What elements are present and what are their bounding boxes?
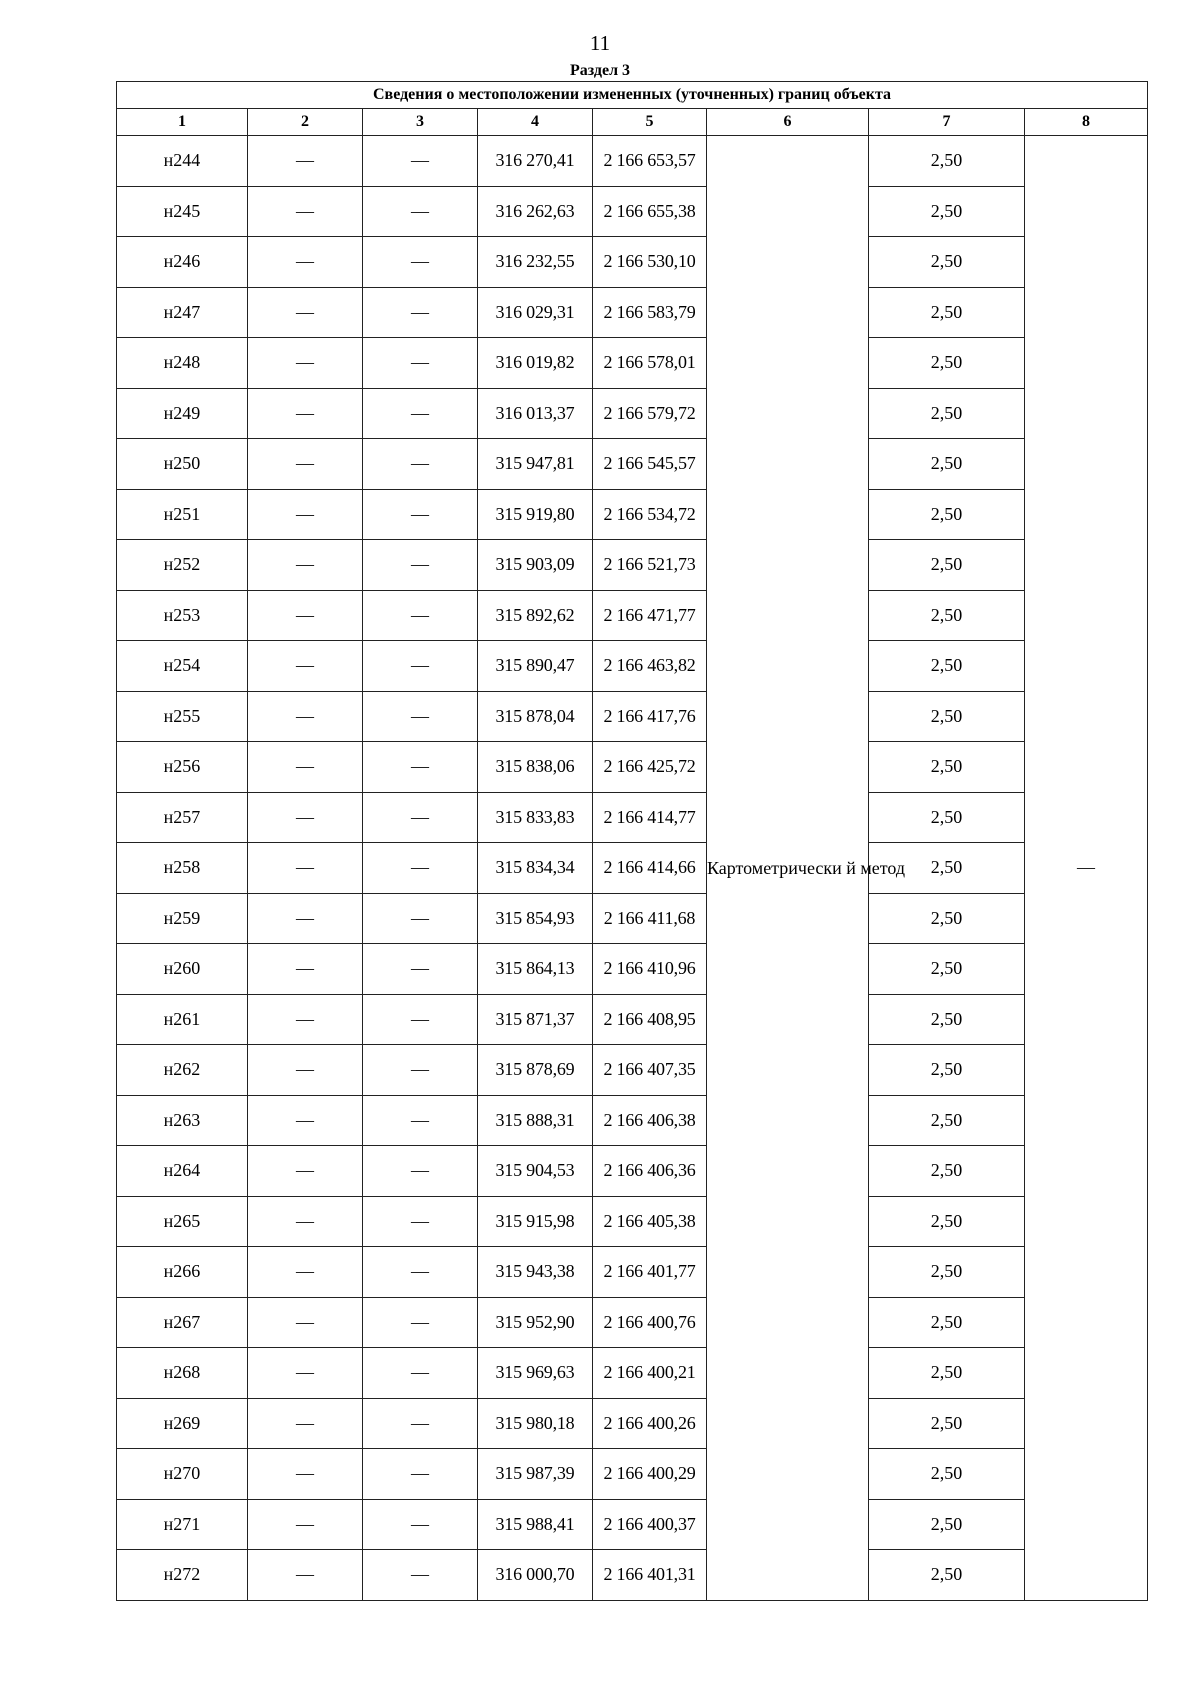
- table-row: [117, 1247, 1148, 1298]
- point-cell: н249: [117, 388, 248, 439]
- column-number-4: 4: [478, 109, 593, 136]
- col3-cell: —: [363, 1550, 478, 1601]
- accuracy-cell: 2,50: [869, 237, 1025, 288]
- y-coordinate-cell: 2 166 579,72: [593, 388, 707, 439]
- col2-cell: —: [248, 1398, 363, 1449]
- y-coordinate-cell: 2 166 406,36: [593, 1146, 707, 1197]
- point-cell: н268: [117, 1348, 248, 1399]
- table-row: [117, 994, 1148, 1045]
- accuracy-cell: 2,50: [869, 1146, 1025, 1197]
- col2-cell: —: [248, 843, 363, 894]
- x-coordinate-cell: 315 834,34: [478, 843, 593, 894]
- col3-cell: —: [363, 237, 478, 288]
- x-coordinate-cell: 315 854,93: [478, 893, 593, 944]
- table-row: [117, 590, 1148, 641]
- col3-cell: —: [363, 641, 478, 692]
- col2-cell: —: [248, 590, 363, 641]
- col3-cell: —: [363, 1095, 478, 1146]
- accuracy-cell: 2,50: [869, 843, 1025, 894]
- point-cell: н272: [117, 1550, 248, 1601]
- x-coordinate-cell: 315 890,47: [478, 641, 593, 692]
- col3-cell: —: [363, 843, 478, 894]
- col2-cell: —: [248, 439, 363, 490]
- accuracy-cell: 2,50: [869, 439, 1025, 490]
- table-row: [117, 237, 1148, 288]
- col2-cell: —: [248, 1247, 363, 1298]
- table-row: [117, 439, 1148, 490]
- x-coordinate-cell: 316 262,63: [478, 186, 593, 237]
- x-coordinate-cell: 315 888,31: [478, 1095, 593, 1146]
- accuracy-cell: 2,50: [869, 893, 1025, 944]
- y-coordinate-cell: 2 166 400,21: [593, 1348, 707, 1399]
- table-row: [117, 1550, 1148, 1601]
- table-row: [117, 1499, 1148, 1550]
- col2-cell: —: [248, 540, 363, 591]
- col2-cell: —: [248, 641, 363, 692]
- col2-cell: —: [248, 742, 363, 793]
- point-cell: н271: [117, 1499, 248, 1550]
- col3-cell: —: [363, 540, 478, 591]
- column-number-5: 5: [593, 109, 707, 136]
- col3-cell: —: [363, 691, 478, 742]
- accuracy-cell: 2,50: [869, 338, 1025, 389]
- table-row: [117, 1398, 1148, 1449]
- col3-cell: —: [363, 388, 478, 439]
- accuracy-cell: 2,50: [869, 590, 1025, 641]
- accuracy-cell: 2,50: [869, 1499, 1025, 1550]
- y-coordinate-cell: 2 166 534,72: [593, 489, 707, 540]
- table-row: [117, 1095, 1148, 1146]
- point-cell: н254: [117, 641, 248, 692]
- point-cell: н246: [117, 237, 248, 288]
- table-row: [117, 843, 1148, 894]
- y-coordinate-cell: 2 166 401,77: [593, 1247, 707, 1298]
- x-coordinate-cell: 316 232,55: [478, 237, 593, 288]
- point-cell: н251: [117, 489, 248, 540]
- point-cell: н263: [117, 1095, 248, 1146]
- col3-cell: —: [363, 893, 478, 944]
- page-number: 11: [589, 31, 611, 55]
- col2-cell: —: [248, 186, 363, 237]
- y-coordinate-cell: 2 166 400,37: [593, 1499, 707, 1550]
- accuracy-cell: 2,50: [869, 1348, 1025, 1399]
- col2-cell: —: [248, 1550, 363, 1601]
- col3-cell: —: [363, 1348, 478, 1399]
- x-coordinate-cell: 316 000,70: [478, 1550, 593, 1601]
- point-cell: н264: [117, 1146, 248, 1197]
- x-coordinate-cell: 316 019,82: [478, 338, 593, 389]
- table-row: [117, 641, 1148, 692]
- table-caption: Сведения о местоположении измененных (уточненных) границ объекта: [117, 82, 1148, 109]
- section-title: Раздел 3: [569, 62, 631, 79]
- y-coordinate-cell: 2 166 414,66: [593, 843, 707, 894]
- y-coordinate-cell: 2 166 406,38: [593, 1095, 707, 1146]
- table-row: [117, 338, 1148, 389]
- x-coordinate-cell: 316 013,37: [478, 388, 593, 439]
- point-cell: н265: [117, 1196, 248, 1247]
- y-coordinate-cell: 2 166 410,96: [593, 944, 707, 995]
- y-coordinate-cell: 2 166 653,57: [593, 136, 707, 187]
- point-cell: н248: [117, 338, 248, 389]
- y-coordinate-cell: 2 166 578,01: [593, 338, 707, 389]
- table-body: [117, 136, 1148, 1601]
- point-cell: н256: [117, 742, 248, 793]
- col3-cell: —: [363, 287, 478, 338]
- accuracy-cell: 2,50: [869, 994, 1025, 1045]
- accuracy-cell: 2,50: [869, 186, 1025, 237]
- table-row: [117, 388, 1148, 439]
- y-coordinate-cell: 2 166 583,79: [593, 287, 707, 338]
- column-number-1: 1: [117, 109, 248, 136]
- point-cell: н267: [117, 1297, 248, 1348]
- y-coordinate-cell: 2 166 400,26: [593, 1398, 707, 1449]
- col2-cell: —: [248, 388, 363, 439]
- y-coordinate-cell: 2 166 471,77: [593, 590, 707, 641]
- accuracy-cell: 2,50: [869, 1095, 1025, 1146]
- x-coordinate-cell: 315 980,18: [478, 1398, 593, 1449]
- table-row: [117, 1196, 1148, 1247]
- col2-cell: —: [248, 1045, 363, 1096]
- table-row: [117, 1045, 1148, 1096]
- point-cell: н266: [117, 1247, 248, 1298]
- point-cell: н262: [117, 1045, 248, 1096]
- y-coordinate-cell: 2 166 655,38: [593, 186, 707, 237]
- point-cell: н261: [117, 994, 248, 1045]
- col3-cell: —: [363, 1247, 478, 1298]
- col2-cell: —: [248, 691, 363, 742]
- col2-cell: —: [248, 338, 363, 389]
- y-coordinate-cell: 2 166 417,76: [593, 691, 707, 742]
- col2-cell: —: [248, 237, 363, 288]
- accuracy-cell: 2,50: [869, 388, 1025, 439]
- col2-cell: —: [248, 1095, 363, 1146]
- col2-cell: —: [248, 1449, 363, 1500]
- table-row: [117, 742, 1148, 793]
- col2-cell: —: [248, 1348, 363, 1399]
- x-coordinate-cell: 316 029,31: [478, 287, 593, 338]
- accuracy-cell: 2,50: [869, 742, 1025, 793]
- y-coordinate-cell: 2 166 400,29: [593, 1449, 707, 1500]
- col2-cell: —: [248, 1196, 363, 1247]
- col3-cell: —: [363, 590, 478, 641]
- col2-cell: —: [248, 994, 363, 1045]
- x-coordinate-cell: 315 833,83: [478, 792, 593, 843]
- table-row: [117, 136, 1148, 187]
- x-coordinate-cell: 315 892,62: [478, 590, 593, 641]
- table-row: [117, 893, 1148, 944]
- column-number-3: 3: [363, 109, 478, 136]
- x-coordinate-cell: 315 878,04: [478, 691, 593, 742]
- col2-cell: —: [248, 792, 363, 843]
- col3-cell: —: [363, 994, 478, 1045]
- table-row: [117, 944, 1148, 995]
- col3-cell: —: [363, 136, 478, 187]
- col2-cell: —: [248, 489, 363, 540]
- col2-cell: —: [248, 1499, 363, 1550]
- col2-cell: —: [248, 1146, 363, 1197]
- table-row: [117, 792, 1148, 843]
- y-coordinate-cell: 2 166 425,72: [593, 742, 707, 793]
- col3-cell: —: [363, 1449, 478, 1500]
- accuracy-cell: 2,50: [869, 1045, 1025, 1096]
- col3-cell: —: [363, 186, 478, 237]
- table-row: [117, 1348, 1148, 1399]
- accuracy-cell: 2,50: [869, 1196, 1025, 1247]
- accuracy-cell: 2,50: [869, 1449, 1025, 1500]
- x-coordinate-cell: 315 943,38: [478, 1247, 593, 1298]
- table-row: [117, 287, 1148, 338]
- x-coordinate-cell: 315 919,80: [478, 489, 593, 540]
- col3-cell: —: [363, 944, 478, 995]
- table-row: [117, 489, 1148, 540]
- x-coordinate-cell: 315 987,39: [478, 1449, 593, 1500]
- y-coordinate-cell: 2 166 400,76: [593, 1297, 707, 1348]
- column-number-7: 7: [869, 109, 1025, 136]
- col3-cell: —: [363, 1196, 478, 1247]
- col3-cell: —: [363, 439, 478, 490]
- table-row: [117, 1146, 1148, 1197]
- y-coordinate-cell: 2 166 411,68: [593, 893, 707, 944]
- col3-cell: —: [363, 489, 478, 540]
- x-coordinate-cell: 315 903,09: [478, 540, 593, 591]
- table-row: [117, 691, 1148, 742]
- point-cell: н258: [117, 843, 248, 894]
- point-cell: н247: [117, 287, 248, 338]
- point-cell: н255: [117, 691, 248, 742]
- x-coordinate-cell: 315 947,81: [478, 439, 593, 490]
- accuracy-cell: 2,50: [869, 944, 1025, 995]
- accuracy-cell: 2,50: [869, 136, 1025, 187]
- point-cell: н269: [117, 1398, 248, 1449]
- x-coordinate-cell: 315 952,90: [478, 1297, 593, 1348]
- table-row: [117, 186, 1148, 237]
- y-coordinate-cell: 2 166 405,38: [593, 1196, 707, 1247]
- point-cell: н257: [117, 792, 248, 843]
- accuracy-cell: 2,50: [869, 1297, 1025, 1348]
- x-coordinate-cell: 315 838,06: [478, 742, 593, 793]
- x-coordinate-cell: 315 904,53: [478, 1146, 593, 1197]
- column-number-6: 6: [707, 109, 869, 136]
- column-number-2: 2: [248, 109, 363, 136]
- col3-cell: —: [363, 338, 478, 389]
- accuracy-cell: 2,50: [869, 287, 1025, 338]
- point-cell: н259: [117, 893, 248, 944]
- accuracy-cell: 2,50: [869, 792, 1025, 843]
- accuracy-cell: 2,50: [869, 691, 1025, 742]
- y-coordinate-cell: 2 166 521,73: [593, 540, 707, 591]
- table-row: [117, 1449, 1148, 1500]
- x-coordinate-cell: 315 871,37: [478, 994, 593, 1045]
- point-cell: н245: [117, 186, 248, 237]
- col3-cell: —: [363, 1398, 478, 1449]
- table-row: [117, 540, 1148, 591]
- x-coordinate-cell: 315 988,41: [478, 1499, 593, 1550]
- y-coordinate-cell: 2 166 530,10: [593, 237, 707, 288]
- accuracy-cell: 2,50: [869, 641, 1025, 692]
- accuracy-cell: 2,50: [869, 1550, 1025, 1601]
- col3-cell: —: [363, 1297, 478, 1348]
- boundary-coordinates-table: [116, 81, 1148, 1601]
- x-coordinate-cell: 315 969,63: [478, 1348, 593, 1399]
- col2-cell: —: [248, 1297, 363, 1348]
- col3-cell: —: [363, 1499, 478, 1550]
- x-coordinate-cell: 315 864,13: [478, 944, 593, 995]
- accuracy-cell: 2,50: [869, 1398, 1025, 1449]
- point-cell: н260: [117, 944, 248, 995]
- x-coordinate-cell: 315 915,98: [478, 1196, 593, 1247]
- y-coordinate-cell: 2 166 545,57: [593, 439, 707, 490]
- point-cell: н252: [117, 540, 248, 591]
- col3-cell: —: [363, 742, 478, 793]
- col3-cell: —: [363, 1146, 478, 1197]
- col3-cell: —: [363, 1045, 478, 1096]
- point-cell: н244: [117, 136, 248, 187]
- column-number-8: 8: [1025, 109, 1148, 136]
- x-coordinate-cell: 315 878,69: [478, 1045, 593, 1096]
- col2-cell: —: [248, 944, 363, 995]
- y-coordinate-cell: 2 166 408,95: [593, 994, 707, 1045]
- y-coordinate-cell: 2 166 407,35: [593, 1045, 707, 1096]
- y-coordinate-cell: 2 166 401,31: [593, 1550, 707, 1601]
- col2-cell: —: [248, 893, 363, 944]
- point-cell: н270: [117, 1449, 248, 1500]
- col2-cell: —: [248, 136, 363, 187]
- accuracy-cell: 2,50: [869, 489, 1025, 540]
- method-cell: Картометрически й метод: [707, 136, 869, 1601]
- column-number-row: [117, 109, 1148, 136]
- point-cell: н253: [117, 590, 248, 641]
- accuracy-cell: 2,50: [869, 1247, 1025, 1298]
- accuracy-cell: 2,50: [869, 540, 1025, 591]
- y-coordinate-cell: 2 166 414,77: [593, 792, 707, 843]
- table-row: [117, 1297, 1148, 1348]
- x-coordinate-cell: 316 270,41: [478, 136, 593, 187]
- col3-cell: —: [363, 792, 478, 843]
- point-cell: н250: [117, 439, 248, 490]
- y-coordinate-cell: 2 166 463,82: [593, 641, 707, 692]
- col2-cell: —: [248, 287, 363, 338]
- col8-cell: —: [1025, 136, 1148, 1601]
